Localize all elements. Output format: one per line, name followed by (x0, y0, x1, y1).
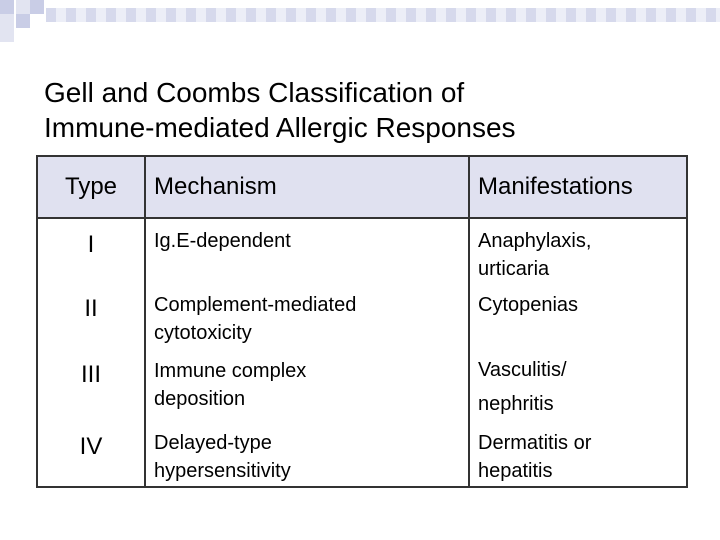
mechanism-cell (145, 283, 469, 349)
mechanism-line: deposition (154, 388, 246, 410)
header-type: Type (37, 156, 145, 218)
table-row (37, 421, 687, 487)
mechanism-line: Complement-mediated (154, 294, 357, 316)
classification-table (36, 155, 688, 488)
mechanism-cell (145, 349, 469, 421)
manifestations-line: nephritis (478, 393, 554, 415)
header-mechanism: Mechanism (145, 156, 469, 218)
manifestations-cell (469, 218, 687, 283)
type-cell: I (37, 218, 145, 283)
table-row (37, 349, 687, 421)
mechanism-cell (145, 218, 469, 283)
mechanism-line: cytotoxicity (154, 322, 252, 344)
mechanism-line: Ig.E-dependent (154, 230, 291, 252)
slide-title (44, 75, 516, 145)
manifestations-line: Vasculitis/ (478, 359, 567, 381)
type-cell: IV (37, 421, 145, 487)
mechanism-line: Delayed-type (154, 432, 272, 454)
type-cell: III (37, 349, 145, 421)
title-line-2: Immune-mediated Allergic Responses (44, 111, 516, 143)
manifestations-cell (469, 283, 687, 349)
table-header-row (37, 156, 687, 218)
decor-square (0, 28, 14, 42)
type-cell: II (37, 283, 145, 349)
table-row (37, 218, 687, 283)
decor-square (16, 14, 30, 28)
manifestations-line: Anaphylaxis, (478, 230, 592, 252)
header-manifestations: Manifestations (469, 156, 687, 218)
mechanism-line: hypersensitivity (154, 460, 291, 482)
mechanism-cell (145, 421, 469, 487)
manifestations-cell (469, 421, 687, 487)
decor-stripe (46, 8, 720, 22)
decor-square (0, 0, 14, 14)
decor-square (0, 14, 14, 28)
manifestations-line: hepatitis (478, 460, 553, 482)
manifestations-line: Cytopenias (478, 294, 579, 316)
table-row (37, 283, 687, 349)
manifestations-line: Dermatitis or (478, 432, 592, 454)
mechanism-line: Immune complex (154, 360, 307, 382)
decor-square (16, 0, 30, 14)
decor-square (30, 0, 44, 14)
manifestations-line: urticaria (478, 258, 550, 280)
manifestations-cell (469, 349, 687, 421)
title-line-1: Gell and Coombs Classification of (44, 76, 465, 108)
